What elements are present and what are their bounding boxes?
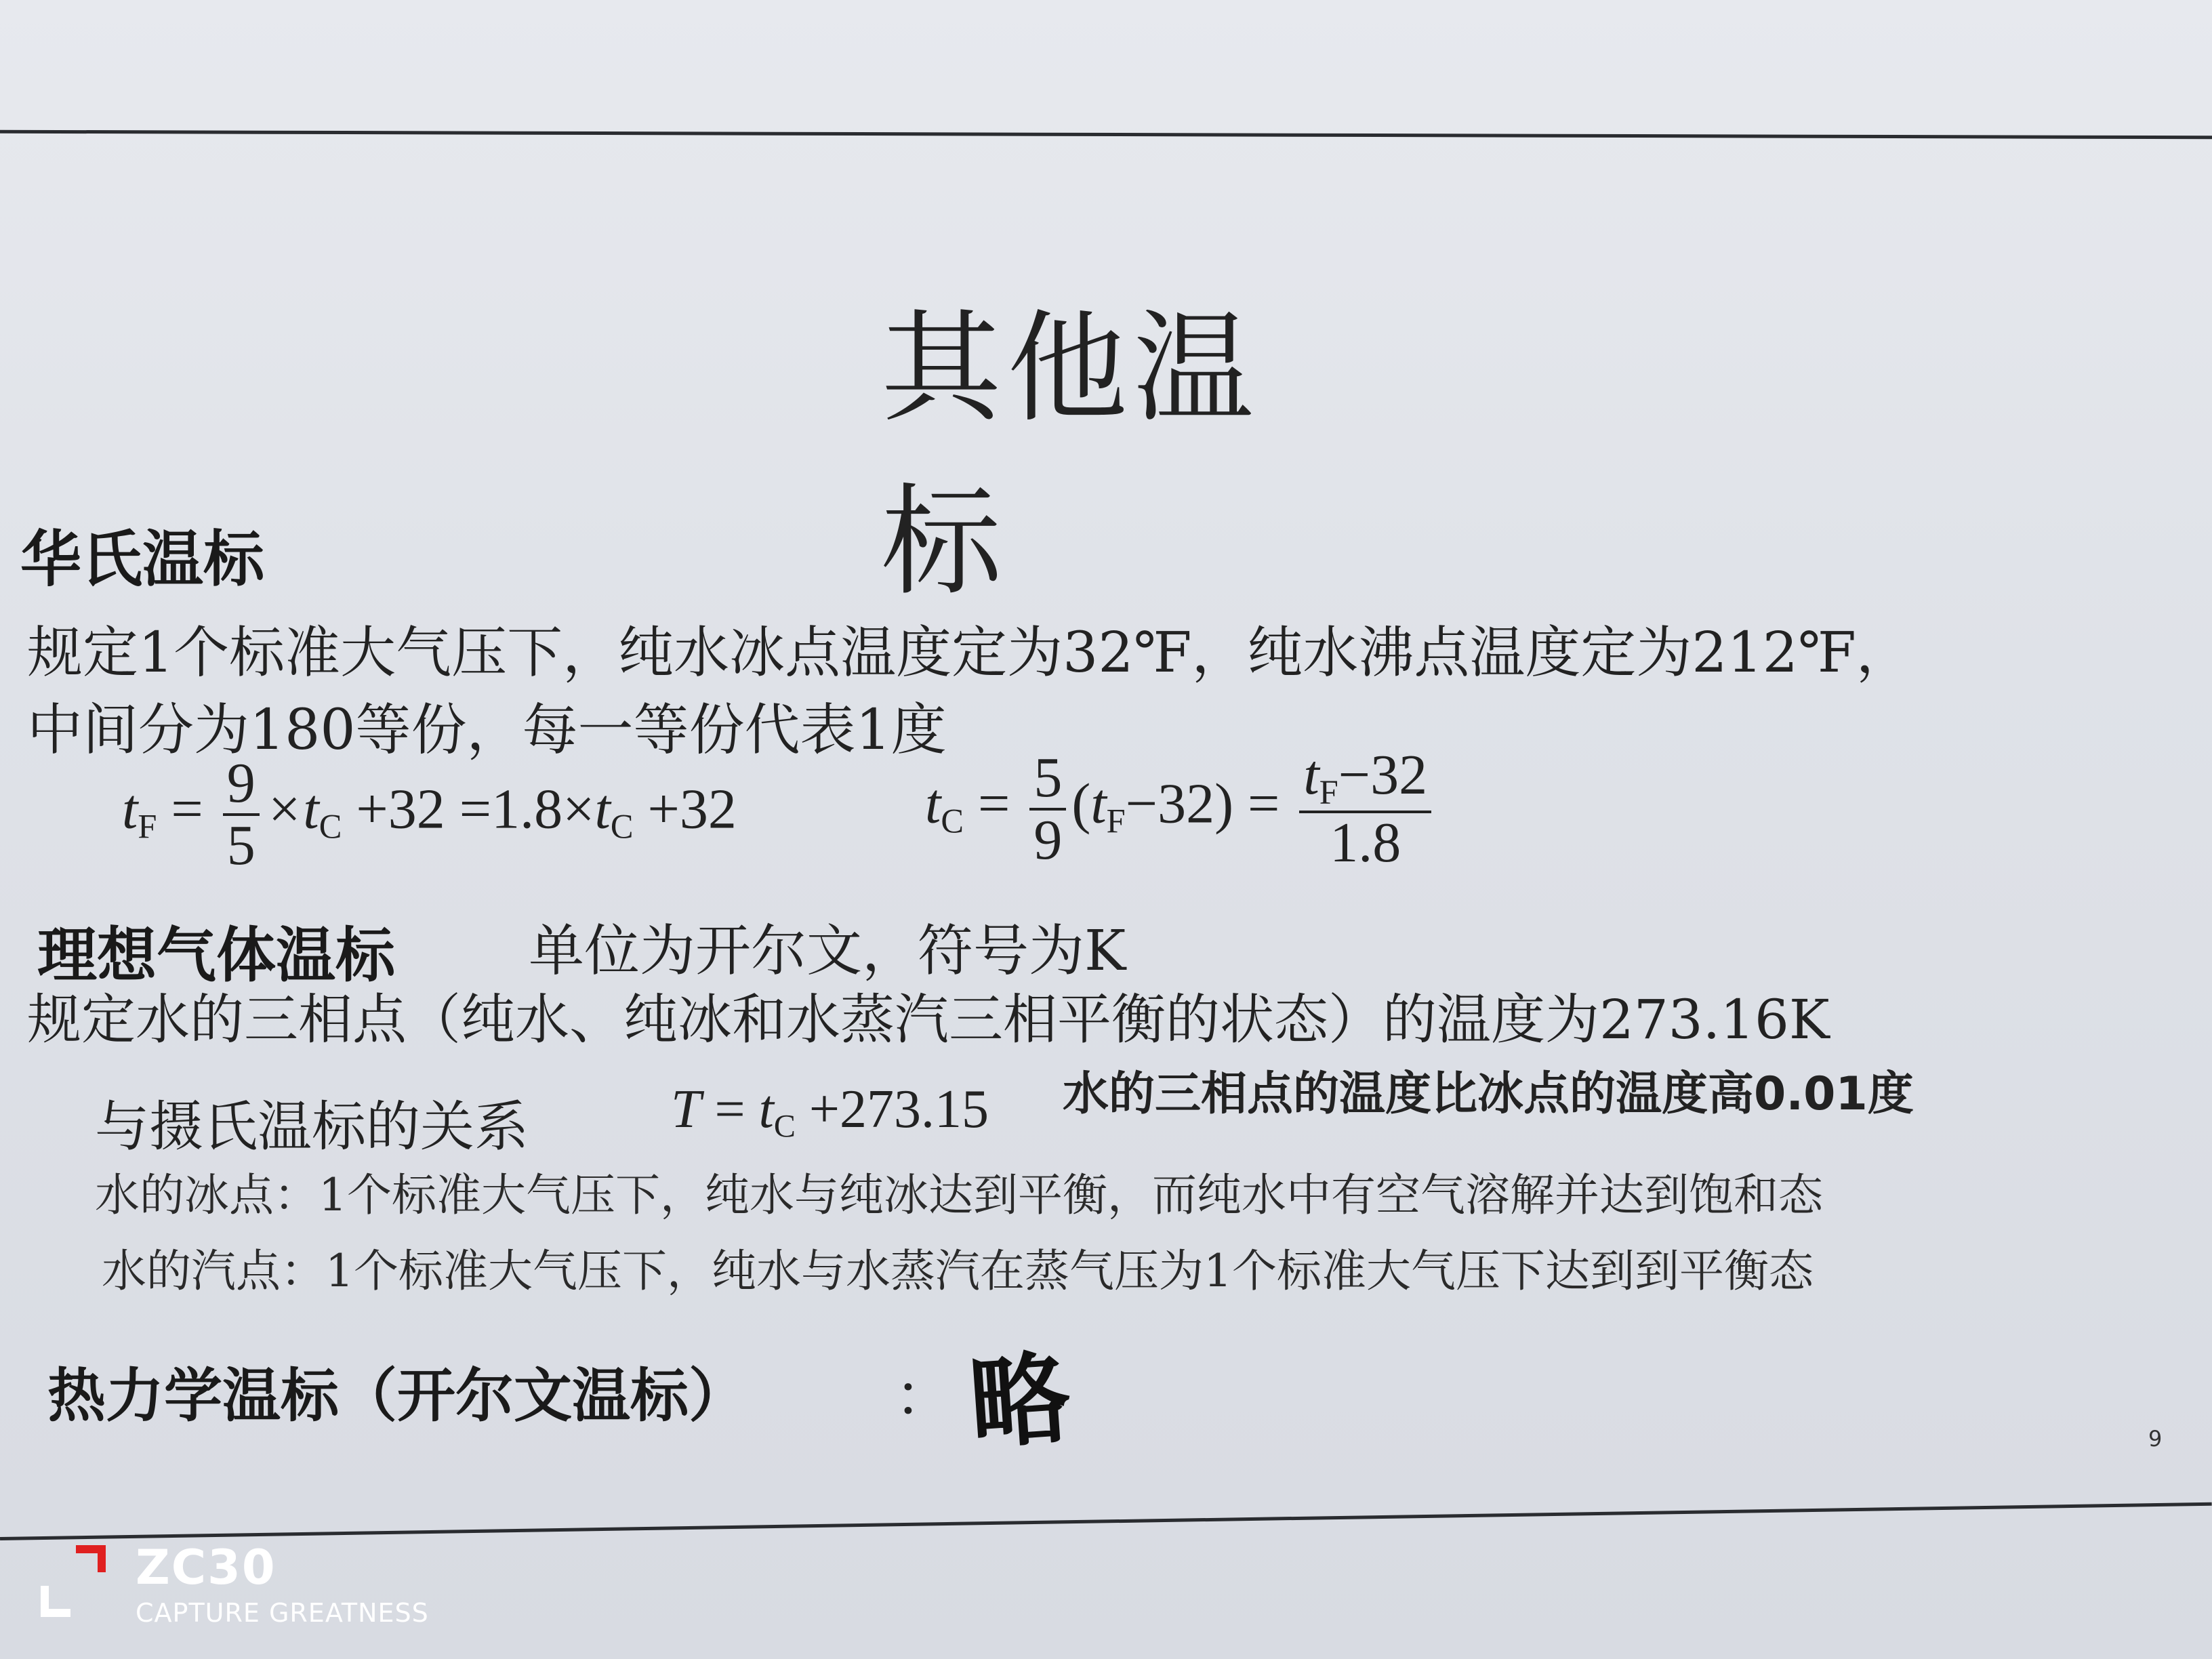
formula-times-var: ×t: [264, 777, 319, 841]
kelvin-celsius-formula: [671, 1079, 989, 1145]
fraction-denominator: 5: [226, 814, 255, 878]
formula-tail: +32: [647, 777, 737, 841]
fraction: [1029, 745, 1066, 872]
fraction-numerator: [1299, 745, 1431, 813]
formula-tail: −32: [1338, 743, 1428, 806]
formula-var: t: [122, 777, 138, 841]
ideal-gas-unit: 单位为开尔文，符号为K: [529, 919, 1126, 983]
formula-var: T: [671, 1080, 701, 1139]
formula-eq: =: [977, 772, 1010, 836]
fraction-numerator: 9: [223, 754, 260, 816]
formula-plus: +32 =1.8×: [356, 777, 595, 841]
fahrenheit-definition-line1: 规定1个标准大气压下，纯水冰点温度定为32℉，纯水沸点温度定为212℉，: [27, 621, 1912, 685]
formula-paren: (: [1071, 772, 1091, 836]
fraction: [223, 754, 260, 876]
formula-sub: C: [941, 802, 964, 840]
fraction-denominator: 1.8: [1330, 811, 1401, 875]
page-title: 其他温标: [881, 298, 1259, 612]
handwritten-note: 略: [966, 1340, 1074, 1463]
formula-var: t: [1090, 772, 1107, 836]
bottom-rule: [0, 1502, 2212, 1540]
celsius-relation-label: 与摄氏温标的关系: [95, 1095, 529, 1158]
formula-sub: C: [610, 807, 634, 846]
formula-sub: C: [773, 1108, 796, 1145]
formula-c-to-f: $t_F$ = $\frac{9}{5}$ $\times t_C +32 =1.8\times t_C +32$: [122, 752, 737, 878]
formula-sub: F: [1319, 773, 1338, 812]
top-rule: [0, 130, 2212, 140]
fahrenheit-definition-line2: 中间分为180等份，每一等份代表1度: [27, 698, 947, 762]
formula-f-to-c: [925, 745, 1437, 873]
ideal-gas-heading: 理想气体温标: [37, 920, 396, 990]
thermodynamic-heading: 热力学温标（开尔文温标）: [47, 1362, 747, 1430]
triple-point-definition: 规定水的三相点（纯水、纯冰和水蒸汽三相平衡的状态）的温度为273.16K: [27, 988, 1830, 1051]
page-number: 9: [2148, 1426, 2163, 1452]
formula-tail: +273.15: [808, 1080, 989, 1139]
formula-sub: C: [319, 807, 342, 846]
ice-point-definition: 水的冰点：1个标准大气压下，纯水与纯冰达到平衡，而纯水中有空气溶解并达到饱和态: [95, 1169, 1823, 1221]
formula-sub: F: [138, 807, 157, 846]
triple-point-note: 水的三相点的温度比冰点的温度高0.01度: [1063, 1067, 1914, 1121]
fraction-denominator: 9: [1033, 808, 1063, 872]
formula-sub: F: [1106, 802, 1126, 840]
formula-var: t: [1303, 743, 1319, 806]
formula-var: t: [594, 777, 611, 841]
steam-point-definition: 水的汽点：1个标准大气压下，纯水与水蒸汽在蒸气压为1个标准大气压下达到到平衡态: [102, 1245, 1814, 1297]
camera-brand-logo-icon: [41, 1545, 108, 1620]
formula-paren-tail: −32) =: [1125, 772, 1280, 836]
formula-eq: =: [714, 1080, 745, 1139]
fraction-numerator: 5: [1029, 748, 1066, 811]
thermodynamic-colon: ：: [895, 1362, 953, 1430]
watermark-tagline: CAPTURE GREATNESS: [136, 1598, 429, 1628]
fraction: [1299, 745, 1431, 873]
formula-var: t: [925, 772, 941, 836]
formula-var: t: [758, 1080, 774, 1139]
watermark-brand: ZC30: [136, 1540, 276, 1595]
fahrenheit-heading: 华氏温标: [20, 524, 264, 595]
